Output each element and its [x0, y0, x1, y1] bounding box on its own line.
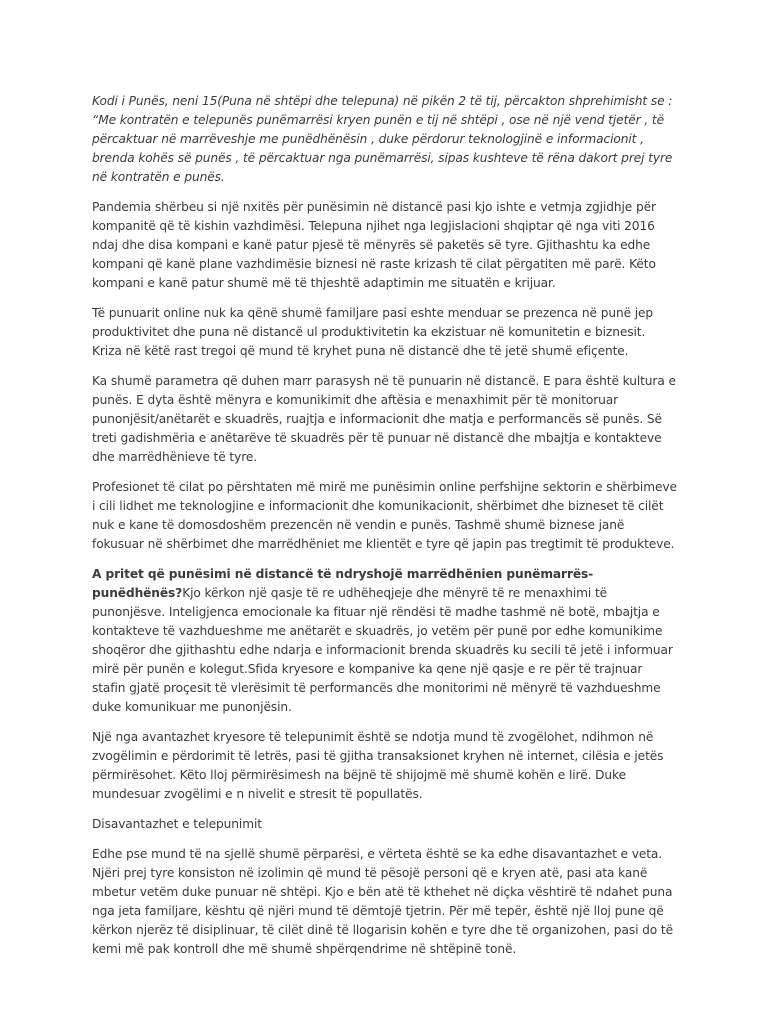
paragraph-relationship-question: A pritet që punësimi në distancë të ndryshojë marrëdhënien punëmarrës-punëdhënës? — [92, 567, 594, 600]
paragraph-relationship — [92, 565, 678, 717]
paragraph-professions: Profesionet të cilat po përshtaten më mirë me punësimin online perfshijne sektorin e shërbimeve i cili lidhet me teknologjine e informacionit dhe komunikacionit, shërbimet dhe bizneset të cilët nuk e kane të domosdoshëm prezencën në vendin e punës. Tashmë shumë biznese janë fokusuar në shërbimet dhe marrëdhëniet me klientët e tyre që japin pas tregtimit të produkteve. — [92, 480, 677, 551]
paragraph-relationship-body: Kjo kërkon një qasje të re udhëheqjeje dhe mënyrë të re menaxhimi të punonjësve. Inteligjenca emocionale ka fituar një rëndësi të madhe tashmë në botë, mbajtja e kontakteve të vazhdueshme me anëtarët e skuadrës, jo vetëm për punë por edhe komunikime shoqëror dhe gjithashtu edhe ndarja e informacionit brenda skuadrës ku secili të jetë i informuar mirë për punën e kolegut.Sfida kryesore e kompanive ka qene një qasje e re për të trajnuar stafin gjatë proçesit të vlerësimit të performancës dhe monitorimi në mënyrë të vazhdueshme duke komunikuar me punonjësin. — [92, 586, 673, 714]
intro-paragraph: Kodi i Punës, neni 15(Puna në shtëpi dhe telepuna) në pikën 2 të tij, përcakton shprehimisht se : “Me kontratën e telepunës punëmarrësi kryen punën e tij në shtëpi , ose në një vend tjetër , të përcaktuar në marrëveshje me punëdhënësin , duke përdorur teknologjinë e informacionit , brenda kohës së punës , të përcaktuar nga punëmarrësi, sipas kushteve të rëna dakort prej tyre në kontratën e punës. — [92, 94, 673, 184]
paragraph-online-work: Të punuarit online nuk ka qënë shumë familjare pasi eshte menduar se prezenca në punë jep produktivitet dhe puna në distancë ul produktivitetin ka ekzistuar në komunitetin e biznesit. Kriza në këtë rast tregoi që mund të kryhet puna në distancë dhe të jetë shumë efiçente. — [92, 306, 654, 358]
paragraph-parameters: Ka shumë parametra që duhen marr parasysh në të punuarin në distancë. E para është kultura e punës. E dyta është mënyra e komunikimit dhe aftësia e menaxhimit për të monitoruar punonjësit/anëtarët e skuadrës, ruajtja e informacionit dhe matja e performancës së punës. Së treti gadishmëria e anëtarëve të skuadrës për të punuar në distancë dhe mbajtja e kontakteve dhe marrëdhënieve të tyre. — [92, 374, 676, 464]
paragraph-advantages: Një nga avantazhet kryesore të telepunimit është se ndotja mund të zvogëlohet, ndihmon në zvogëlimin e përdorimit të letrës, pasi të gjitha transaksionet kryhen në internet, cilësia e jetës përmirësohet. Këto lloj përmirësimesh na bëjnë të shijojmë më shumë kohën e lirë. Duke mundesuar zvogëlimi e n nivelit e stresit të popullatës. — [92, 730, 664, 801]
paragraph-disadvantages: Edhe pse mund të na sjellë shumë përparësi, e vërteta është se ka edhe disavantazhet e veta. Njëri prej tyre konsiston në izolimin që mund të pësojë personi që e kryen atë, pasi ata kanë mbetur vetëm duke punuar në shtëpi. Kjo e bën atë të kthehet në diçka vështirë të ndahet puna nga jeta familjare, kështu që njëri mund të dëmtojë tjetrin. Për më tepër, është një lloj pune që kërkon njerëz të disiplinuar, të cilët dinë të llogarisin kohën e tyre dhe të organizohen, pasi do të kemi më pak kontroll dhe më shumë shpërqendrime në shtëpinë tonë. — [92, 847, 673, 956]
section-heading-disadvantages: Disavantazhet e telepunimit — [92, 817, 262, 831]
document-page — [92, 92, 678, 970]
paragraph-pandemic: Pandemia shërbeu si një nxitës për punësimin në distancë pasi kjo ishte e vetmja zgjidhje për kompanitë që të kishin vazhdimësi. Telepuna njihet nga legjislacioni shqiptar që nga viti 2016 ndaj dhe disa kompani e kanë patur pjesë të mënyrës së paketës së tyre. Gjithashtu ka edhe kompani që kanë plane vazhdimësie biznesi në raste krizash të cilat përgatiten më parë. Këto kompani e kanë patur shumë më të thjeshtë adaptimin me situatën e krijuar. — [92, 200, 656, 290]
